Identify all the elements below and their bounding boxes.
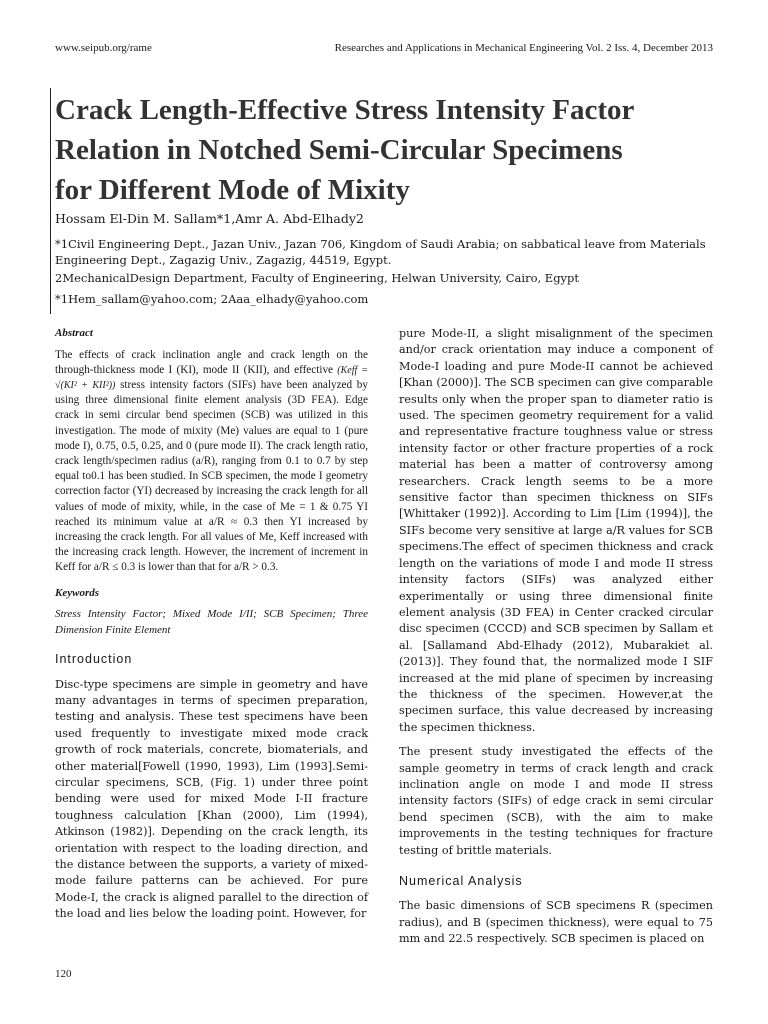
title-line-3: for Different Mode of Mixity <box>55 174 410 206</box>
numerical-analysis-paragraph: The basic dimensions of SCB specimens R (specimen radius), and B (specimen thickness), were equal to 75 mm and 22.5 respectively. SCB specimen is placed on <box>399 899 713 946</box>
right-paragraph-1: pure Mode-II, a slight misalignment of the specimen and/or crack orientation may induce a component of Mode-I loading and pure Mode-II cannot be achieved [Khan (2000)]. The SCB specimen can give comparable results only when the proper span to diameter ratio is used. The specimen geometry requirement for a valid and representative fracture toughness value or stress intensity factor or other fracture properties of a rock material has been a matter of controversy among researchers. Crack length seems to be a more sensitive factor than specimen thickness on SIFs [Whittaker (1992)]. According to Lim [Lim (1994)], the SIFs become very sensitive at large a/R values for SCB specimens.The effect of specimen thickness and crack length on the variations of mode I and mode II stress intensity factors (SIFs) was analyzed either experimentally or using three dimensional finite element analysis (3D FEA) in Center cracked circular disc specimen (CCCD) and SCB specimen by Sallam et al. [Sallamand Abd-Elhady (2012), Mubarakiet al. (2013)]. They found that, the normalized mode I SIF increased at the mid plane of specimen by increasing the thickness of the specimen. However,at the specimen surface, this value decreased by increasing the specimen thickness. <box>399 327 713 734</box>
abstract-part-2: stress intensity factors (SIFs) have been analyzed by using three dimensional finite element analysis (3D FEA). Edge crack in semi circular bend specimen (SCB) was utilized in this investigation. The mode of mixity (Me) values are equal to 1 (pure mode I), 0.75, 0.5, 0.25, and 0 (pure mode II). The crack length ratio, crack length/specimen radius (a/R), ranging from 0.1 to 0.7 by step equal to0.1 has been studied. In SCB specimen, the mode I geometry correction factor (YI) decreased by increasing the crack length for all values of mode of mixity, while, in the case of Me = 1 & 0.75 YI reached its minimum value at a/R ≈ 0.3 then YI increased by increasing the crack length. For all values of Me, Keff increased with the increasing crack length. However, the increment of increment in Keff for a/R ≤ 0.3 is lower than that for a/R > 0.3. <box>55 378 368 574</box>
left-column <box>55 326 368 923</box>
author-emails: *1Hem_sallam@yahoo.com; 2Aaa_elhady@yahoo.com <box>55 292 369 306</box>
introduction-heading: Introduction <box>55 652 133 667</box>
abstract-part-1: The effects of crack inclination angle and crack length on the through-thickness mode I (KI), mode II (KII), and effective <box>55 348 368 376</box>
keff-formula: (Keff = √(KI² + KII²)) <box>55 364 369 391</box>
numerical-analysis-heading: Numerical Analysis <box>399 874 523 888</box>
abstract-heading: Abstract <box>55 327 93 339</box>
page-number: 120 <box>55 968 72 980</box>
title-line-2: Relation in Notched Semi-Circular Specimens <box>55 134 623 166</box>
right-column <box>399 326 713 948</box>
authors: Hossam El-Din M. Sallam*1,Amr A. Abd-Elhady2 <box>55 211 364 226</box>
paper-title <box>55 90 735 210</box>
title-rule <box>50 88 51 314</box>
keywords-text: Stress Intensity Factor; Mixed Mode I/II; SCB Specimen; Three Dimension Finite Element <box>55 608 368 636</box>
affiliation-2: 2MechanicalDesign Department, Faculty of Engineering, Helwan University, Cairo, Egypt <box>55 271 580 285</box>
abstract-text <box>55 348 368 576</box>
journal-url: www.seipub.org/rame <box>55 42 152 54</box>
title-line-1: Crack Length-Effective Stress Intensity Factor <box>55 94 635 126</box>
right-paragraph-2: The present study investigated the effects of the sample geometry in terms of crack length and crack inclination angle on mode I and mode II stress intensity factors (SIFs) of edge crack in semi circular bend specimen (SCB), with the aim to make improvements in the testing techniques for fracture testing of brittle materials. <box>399 745 713 857</box>
keywords-heading: Keywords <box>55 586 99 599</box>
affiliation-1: *1Civil Engineering Dept., Jazan Univ., Jazan 706, Kingdom of Saudi Arabia; on sabbatical leave from Materials Engineering Dept., Zagazig Univ., Zagazig, 44519, Egypt. <box>55 237 706 267</box>
journal-citation: Researches and Applications in Mechanical Engineering Vol. 2 Iss. 4, December 2013 <box>334 42 713 54</box>
introduction-paragraph: Disc-type specimens are simple in geometry and have many advantages in terms of specimen preparation, testing and analysis. These test specimens have been used frequently to investigate mixed mode crack growth of rock materials, concrete, biomaterials, and other material[Fowell (1990, 1993), Lim (1993].Semi-circular specimens, SCB, (Fig. 1) under three point bending were used for mixed Mode I-II fracture toughness calculation [Khan (2000), Lim (1994), Atkinson (1982)]. Depending on the crack length, its orientation with respect to the loading direction, and the distance between the supports, a variety of mixed-mode failure patterns can be achieved. For pure Mode-I, the crack is aligned parallel to the direction of the load and lies below the loading point. However, for <box>55 677 368 921</box>
